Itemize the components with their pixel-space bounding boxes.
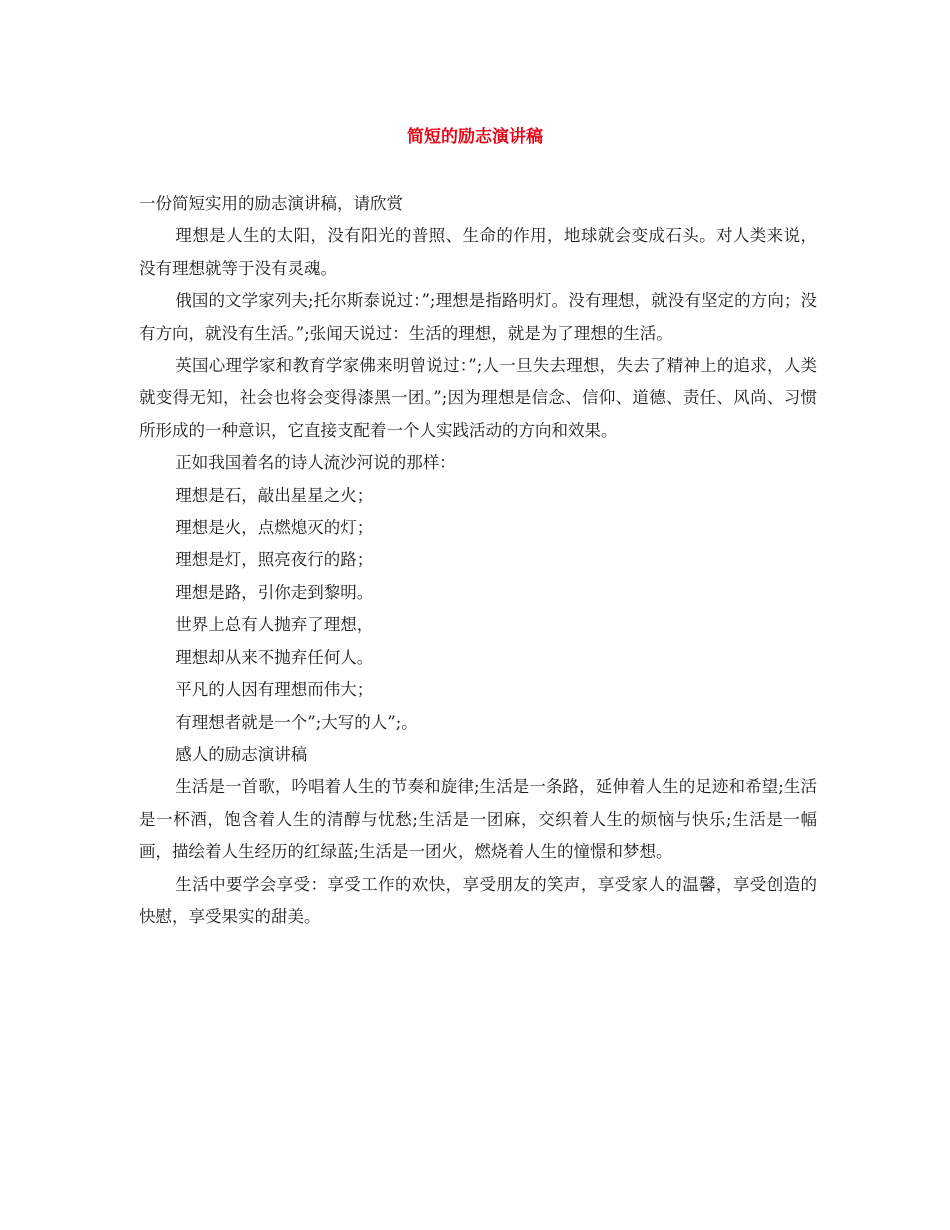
verse-line: 理想是石，敲出星星之火；: [175, 485, 374, 505]
verse-line: 理想却从来不抛弃任何人。: [175, 647, 374, 667]
paragraph: 俄国的文学家列夫;托尔斯泰说过：”;理想是指路明灯。没有理想，就没有坚定的方向；没有方向，就没有生活。”;张闻天说过：生活的理想，就是为了理想的生活。: [139, 291, 817, 343]
paragraph: 生活中要学会享受：享受工作的欢快，享受朋友的笑声，享受家人的温馨，享受创造的快慰，享受果实的甜美。: [139, 874, 817, 926]
verse-line: 理想是路，引你走到黎明。: [175, 582, 374, 602]
verse-line: 理想是火，点燃熄灭的灯；: [175, 518, 374, 538]
intro-line: 一份简短实用的励志演讲稿，请欣赏: [139, 194, 403, 213]
paragraph: 英国心理学家和教育学家佛来明曾说过：”;人一旦失去理想，失去了精神上的追求，人类就变得无知，社会也将会变得漆黑一团。”;因为理想是信念、信仰、道德、责任、风尚、习惯所形成的一种意识，它直接支配着一个人实践活动的方向和效果。: [139, 356, 817, 440]
section-heading: 感人的励志演讲稿: [175, 744, 308, 764]
verse-line: 平凡的人因有理想而伟大；: [175, 680, 374, 700]
verse-line: 理想是灯，照亮夜行的路；: [175, 550, 374, 570]
paragraph: 生活是一首歌，吟唱着人生的节奏和旋律;生活是一条路，延伸着人生的足迹和希望;生活是一杯酒，饱含着人生的清醇与忧愁;生活是一团麻，交织着人生的烦恼与快乐;生活是一幅画，描绘着人生经历的红绿蓝;生活是一团火，燃烧着人生的憧憬和梦想。: [139, 777, 817, 862]
paragraph: 理想是人生的太阳，没有阳光的普照、生命的作用，地球就会变成石头。对人类来说，没有理想就等于没有灵魂。: [139, 226, 817, 278]
verse-line: 世界上总有人抛弃了理想，: [175, 615, 374, 635]
document-title: 简短的励志演讲稿: [407, 127, 543, 147]
verse-line: 有理想者就是一个”;大写的人”;。: [175, 712, 418, 732]
paragraph: 正如我国着名的诗人流沙河说的那样：: [175, 453, 456, 473]
document-body: [139, 188, 817, 933]
